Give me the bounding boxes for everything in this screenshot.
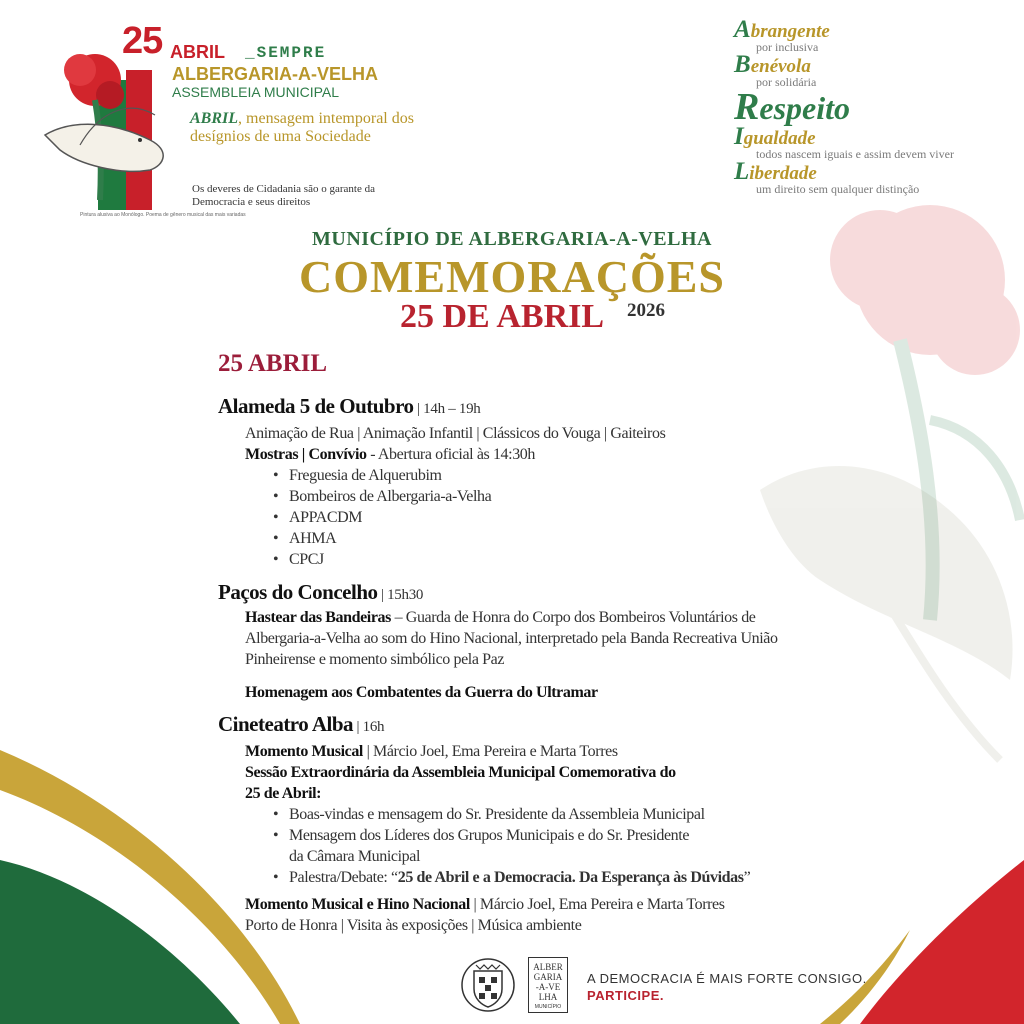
homenagem-bold: Homenagem aos Combatentes da Guerra do Ultramar xyxy=(245,684,598,701)
brand-line: GARIA xyxy=(533,972,563,982)
cine-final xyxy=(245,894,838,915)
venue-cineteatro xyxy=(218,712,838,936)
mostras-rest: - Abertura oficial às 14:30h xyxy=(366,446,536,463)
logo-sempre: _SEMPRE xyxy=(245,44,327,62)
logo-credit: Pintura alusiva ao Monólogo. Poema de gênero musical das mais variadas xyxy=(80,212,246,218)
logo-message-rest: , mensagem intemporal dos desígnios de uma Sociedade xyxy=(190,110,414,145)
musical-rest: | Márcio Joel, Ema Pereira e Marta Torres xyxy=(362,743,618,760)
cine-porto: Porto de Honra | Visita às exposições | Música ambiente xyxy=(245,917,582,934)
list-item: • Boas-vindas e mensagem do Sr. Presidente da Assembleia Municipal xyxy=(273,804,838,825)
venue-title xyxy=(218,580,838,605)
logo-message xyxy=(190,110,420,146)
green-swoosh xyxy=(0,860,240,1024)
logo-message-bold: ABRIL xyxy=(190,110,239,127)
venue-pacos xyxy=(218,580,838,703)
municipality-title: MUNICÍPIO DE ALBERGARIA-A-VELHA xyxy=(312,228,712,250)
cine-musical xyxy=(245,741,838,762)
pacos-hastear-line2: Albergaria-a-Velha ao som do Hino Nacional, interpretado pela Banda Recreativa União xyxy=(245,630,778,647)
value-sub: um direito sem qualquer distinção xyxy=(756,182,920,196)
brand-line: ALBER xyxy=(533,962,563,972)
list-item: • Bombeiros de Albergaria-a-Velha xyxy=(273,486,818,507)
sessao-list xyxy=(245,804,838,888)
venue-name: Cineteatro Alba xyxy=(218,712,354,736)
value-liberdade xyxy=(734,158,994,196)
value-word: espeito xyxy=(759,90,850,126)
logo-assembly: ASSEMBLEIA MUNICIPAL xyxy=(172,84,340,100)
municipal-crest-icon xyxy=(460,957,516,1013)
alameda-activities: Animação de Rua | Animação Infantil | Clássicos do Vouga | Gaiteiros xyxy=(245,425,666,442)
pacos-homenagem xyxy=(245,682,838,703)
value-word: gualdade xyxy=(743,128,816,149)
value-cap: B xyxy=(734,51,751,78)
list-item: • Freguesia de Alquerubim xyxy=(273,465,818,486)
event-logo xyxy=(40,20,414,220)
value-sub: por solidária xyxy=(756,75,817,89)
hastear-bold: Hastear das Bandeiras xyxy=(245,609,391,626)
list-item: • AHMA xyxy=(273,528,818,549)
list-item: • APPACDM xyxy=(273,507,818,528)
value-cap: L xyxy=(734,158,750,185)
hastear-rest: – Guarda de Honra do Corpo dos Bombeiros Voluntários de xyxy=(390,609,756,626)
value-respeito xyxy=(734,86,994,128)
item2-line2: da Câmara Municipal xyxy=(289,848,421,865)
day-heading: 25 ABRIL xyxy=(218,350,328,377)
values-list xyxy=(734,16,994,197)
venue-name: Alameda 5 de Outubro xyxy=(218,394,414,418)
value-igualdade xyxy=(734,123,994,161)
brand-line: LHA xyxy=(538,992,558,1002)
carnation-dove-illustration xyxy=(40,40,180,220)
final-bold: Momento Musical e Hino Nacional xyxy=(245,896,470,913)
brand-line: -A-VE xyxy=(535,982,561,992)
item2-line1: Mensagem dos Líderes dos Grupos Municipais e do Sr. Presidente xyxy=(289,827,690,844)
list-item xyxy=(273,867,838,888)
venue-time: | 16h xyxy=(353,719,385,735)
venue-name: Paços do Concelho xyxy=(218,580,378,604)
musical-bold: Momento Musical xyxy=(245,743,363,760)
footer xyxy=(460,955,867,1015)
venue-title xyxy=(218,394,818,419)
cine-sessao-line1 xyxy=(245,762,838,783)
value-benevola xyxy=(734,51,994,89)
value-sub: por inclusiva xyxy=(756,40,819,54)
item3-bold: 25 de Abril e a Democracia. Da Esperança às Dúvidas xyxy=(397,869,744,886)
value-cap: R xyxy=(734,86,760,128)
year-label: 2026 xyxy=(627,300,665,321)
logo-place: ALBERGARIA-A-VELHA xyxy=(172,64,378,84)
logo-25: 25 xyxy=(122,20,163,62)
venue-alameda xyxy=(218,394,818,570)
alameda-mostras xyxy=(245,444,818,465)
brand-sub: MUNICÍPIO xyxy=(534,1004,562,1010)
sessao-bold-2: 25 de Abril: xyxy=(245,785,322,802)
mostras-list xyxy=(245,465,818,570)
logo-abril: ABRIL xyxy=(170,42,225,62)
value-sub: todos nascem iguais e assim devem viver xyxy=(756,147,954,161)
value-word: enévola xyxy=(750,56,811,77)
final-rest: | Márcio Joel, Ema Pereira e Marta Torres xyxy=(469,896,725,913)
venue-title xyxy=(218,712,838,737)
cine-sessao-line2 xyxy=(245,783,838,804)
date-title: 25 DE ABRIL xyxy=(400,298,605,335)
list-item: • CPCJ xyxy=(273,549,818,570)
value-abrangente xyxy=(734,16,994,54)
pacos-hastear-line3: Pinheirense e momento simbólico pela Paz xyxy=(245,651,505,668)
item3-suffix: ” xyxy=(743,869,751,886)
pacos-hastear-line1 xyxy=(245,607,838,628)
venue-time: | 14h – 19h xyxy=(413,401,481,417)
list-item xyxy=(273,825,838,867)
red-swoosh xyxy=(860,860,1024,1024)
item3-prefix: Palestra/Debate: “ xyxy=(289,869,398,886)
mostras-bold: Mostras | Convívio xyxy=(245,446,367,463)
sessao-bold-1: Sessão Extraordinária da Assembleia Municipal Comemorativa do xyxy=(245,764,676,781)
logo-duties: Os deveres de Cidadania são o garante da Democracia e seus direitos xyxy=(192,183,375,208)
value-cap: A xyxy=(734,16,751,43)
slogan-line1: A DEMOCRACIA É MAIS FORTE CONSIGO. xyxy=(587,971,867,986)
value-word: brangente xyxy=(750,21,830,42)
municipality-brand-logo xyxy=(528,957,568,1013)
venue-time: | 15h30 xyxy=(377,587,424,603)
value-word: iberdade xyxy=(749,163,817,184)
slogan-line2: PARTICIPE. xyxy=(587,988,664,1003)
value-cap: I xyxy=(734,123,744,150)
main-title: COMEMORAÇÕES xyxy=(299,251,725,302)
